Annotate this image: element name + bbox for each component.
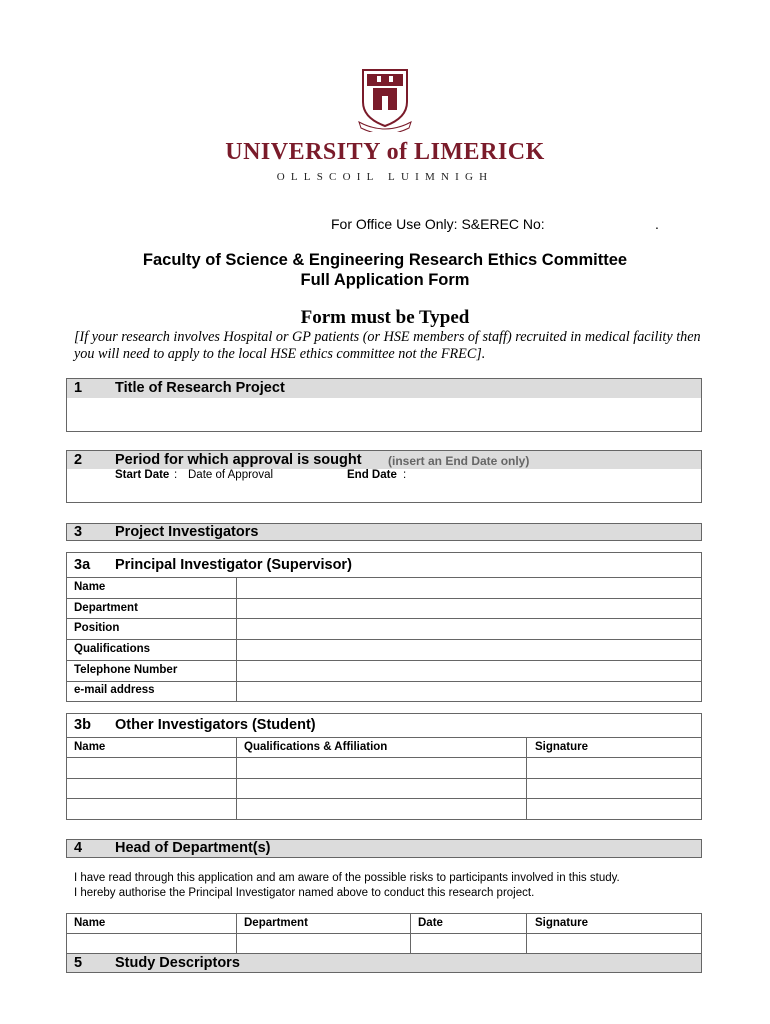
pi-qualifications-field[interactable] xyxy=(237,640,701,660)
student-row3-name-field[interactable] xyxy=(67,799,236,819)
section-4-number: 4 xyxy=(74,840,83,856)
research-title-field[interactable] xyxy=(67,398,701,431)
university-crest-logo xyxy=(357,66,413,132)
start-date-colon: : xyxy=(174,469,178,481)
form-must-be-typed: Form must be Typed xyxy=(300,307,470,328)
student-signature-header: Signature xyxy=(535,741,589,753)
pi-qualifications-label: Qualifications xyxy=(74,643,151,655)
section-3a-title: Principal Investigator (Supervisor) xyxy=(115,557,352,573)
hod-signature-header: Signature xyxy=(535,917,589,929)
hse-note: [If your research involves Hospital or GP patients (or HSE members of staff) recruited in medical facility then you will need to apply to the local HSE ethics committee not the FREC]. xyxy=(74,329,701,362)
section-1-number: 1 xyxy=(74,380,83,396)
end-date-colon: : xyxy=(403,469,407,481)
student-row3-qual-field[interactable] xyxy=(237,799,526,819)
office-use-dot: . xyxy=(655,216,659,232)
pi-department-label: Department xyxy=(74,602,138,614)
form-title-line2: Full Application Form xyxy=(300,271,470,289)
pi-email-label: e-mail address xyxy=(74,684,155,696)
pi-position-label: Position xyxy=(74,622,120,634)
pi-position-field[interactable] xyxy=(237,619,701,639)
section-5-number: 5 xyxy=(74,955,83,971)
section-3a-number: 3a xyxy=(74,557,91,573)
university-name: UNIVERSITY of LIMERICK xyxy=(225,139,545,165)
start-date-label: Start Date xyxy=(115,469,170,481)
section-2-number: 2 xyxy=(74,452,83,468)
end-date-field[interactable] xyxy=(410,468,560,484)
hod-signature-field[interactable] xyxy=(527,934,701,953)
student-row2-qual-field[interactable] xyxy=(237,779,526,798)
start-date-value[interactable]: Date of Approval xyxy=(188,469,274,481)
student-row2-name-field[interactable] xyxy=(67,779,236,798)
student-qualifications-header: Qualifications & Affiliation xyxy=(244,741,388,753)
section-4-title: Head of Department(s) xyxy=(115,840,271,856)
student-row1-name-field[interactable] xyxy=(67,758,236,778)
section-2-title: Period for which approval is sought xyxy=(115,452,362,468)
section-5-title: Study Descriptors xyxy=(115,955,240,971)
hod-department-field[interactable] xyxy=(237,934,410,953)
hod-department-header: Department xyxy=(244,917,308,929)
pi-telephone-label: Telephone Number xyxy=(74,664,178,676)
section-2-hint: (insert an End Date only) xyxy=(388,454,530,468)
pi-department-field[interactable] xyxy=(237,599,701,618)
hod-name-field[interactable] xyxy=(67,934,236,953)
pi-email-field[interactable] xyxy=(237,682,701,701)
section-3b-title: Other Investigators (Student) xyxy=(115,717,316,733)
pi-telephone-field[interactable] xyxy=(237,661,701,681)
section-1-title: Title of Research Project xyxy=(115,380,285,396)
student-name-header: Name xyxy=(74,741,106,753)
student-row1-signature-field[interactable] xyxy=(527,758,701,778)
university-irish-name: OLLSCOIL LUIMNIGH xyxy=(276,171,494,183)
form-title-line1: Faculty of Science & Engineering Research Ethics Committee xyxy=(142,251,628,269)
hod-date-header: Date xyxy=(418,917,443,929)
hod-name-header: Name xyxy=(74,917,106,929)
end-date-label: End Date xyxy=(347,469,397,481)
student-row3-signature-field[interactable] xyxy=(527,799,701,819)
pi-name-field[interactable] xyxy=(237,578,701,598)
student-row1-qual-field[interactable] xyxy=(237,758,526,778)
pi-name-label: Name xyxy=(74,581,106,593)
hod-statement-2: I hereby authorise the Principal Investigator named above to conduct this research project. xyxy=(74,887,535,899)
student-row2-signature-field[interactable] xyxy=(527,779,701,798)
office-use-label: For Office Use Only: S&EREC No: xyxy=(331,216,545,232)
section-3-number: 3 xyxy=(74,524,83,540)
section-3-title: Project Investigators xyxy=(115,524,259,540)
section-3b-number: 3b xyxy=(74,717,91,733)
hod-date-field[interactable] xyxy=(411,934,526,953)
hod-statement-1: I have read through this application and am aware of the possible risks to participants involved in this study. xyxy=(74,872,620,884)
